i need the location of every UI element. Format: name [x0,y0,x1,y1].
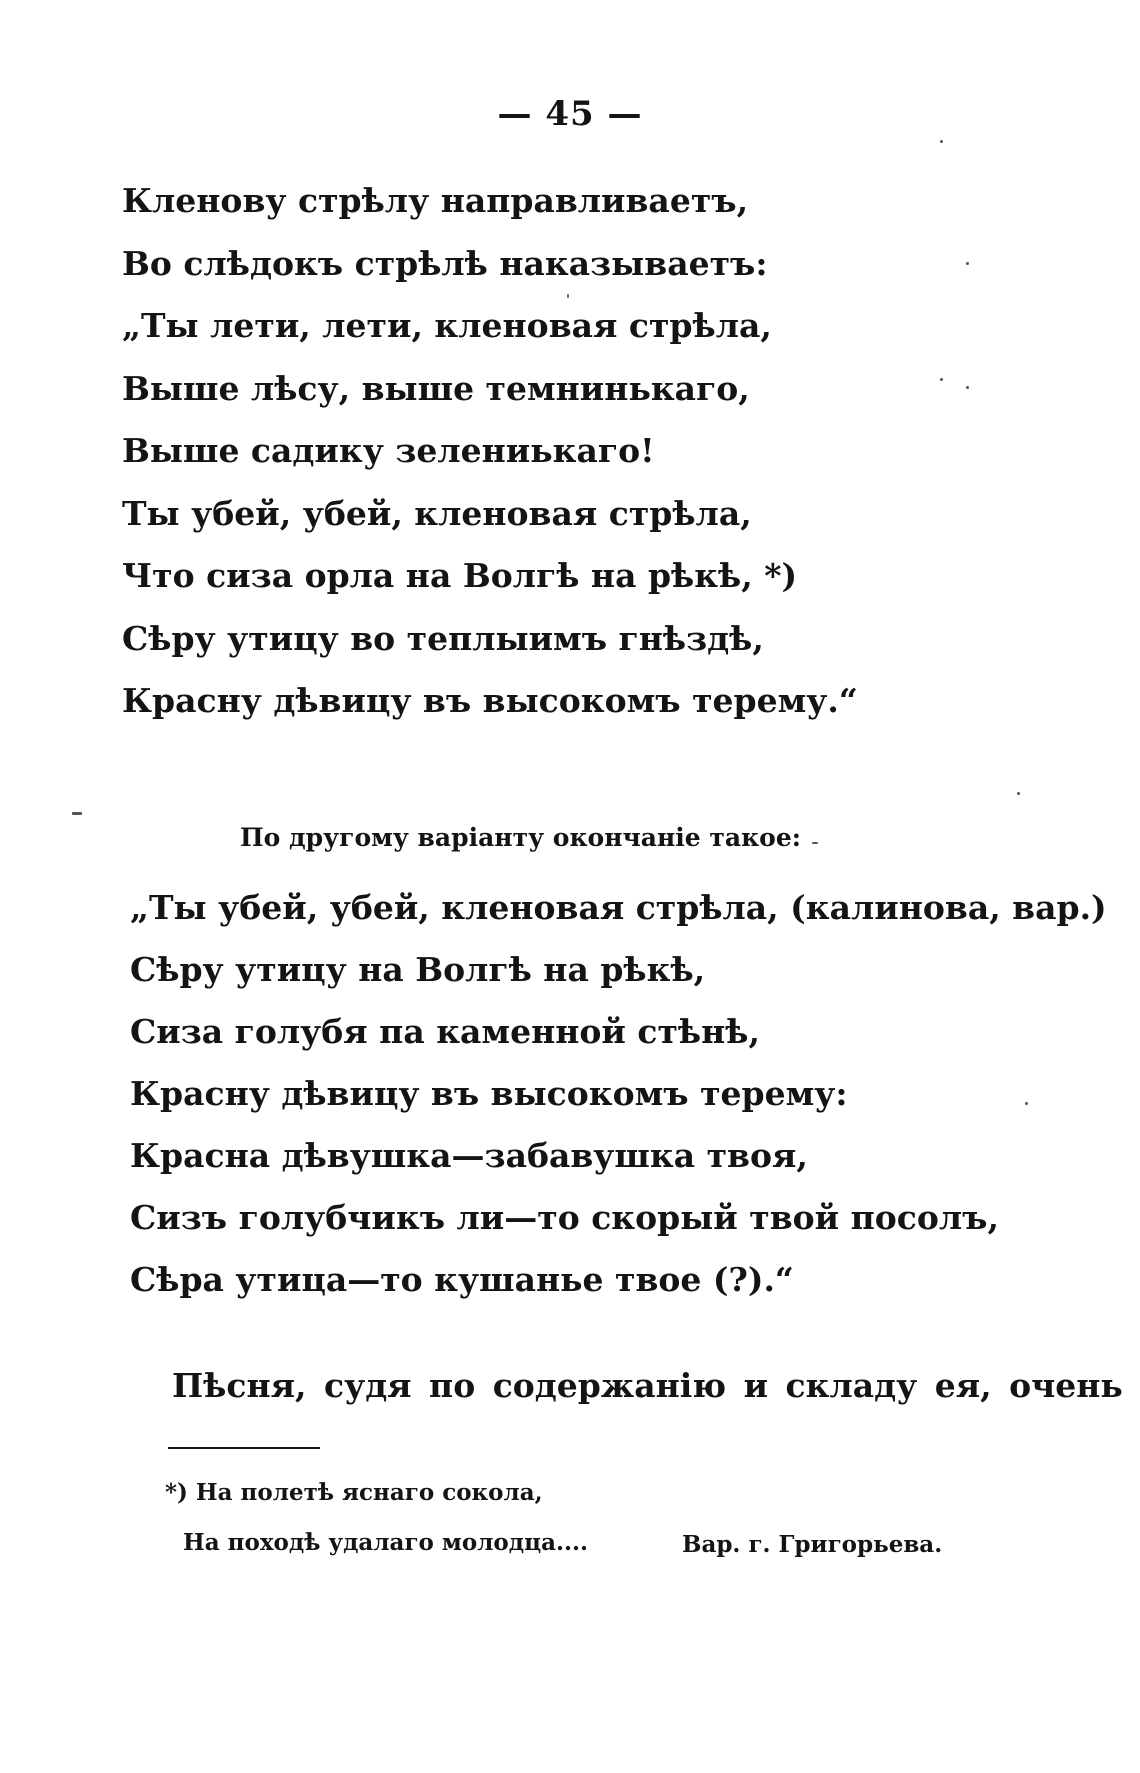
verse-line: Сѣру утицу во теплыимъ гнѣздѣ, [122,618,764,658]
footnote-divider [168,1447,320,1449]
footnote-line: *) На полетѣ яснаго сокола, [165,1479,543,1506]
scan-speck [567,294,569,298]
scan-speck [966,386,969,389]
scan-speck [72,812,82,815]
footnote-attribution: Вар. г. Григорьева. [682,1531,943,1558]
verse-line: Выше садику зелениькаго! [122,431,655,470]
footnote-line: На походѣ удалаго молодца.... [183,1529,589,1556]
verse-line: Кленову стрѣлу направливаетъ, [122,181,749,220]
scan-speck [812,842,818,844]
verse-line: Во слѣдокъ стрѣлѣ наказываетъ: [122,243,768,283]
verse-line: Красна дѣвушка—забавушка твоя, [130,1136,808,1175]
scan-speck [940,378,943,381]
verse-line: „Ты лети, лети, кленовая стрѣла, [122,306,772,345]
verse-line: „Ты убей, убей, кленовая стрѣла, (калинова, вар.) [130,888,1107,927]
verse-line: Сизъ голубчикъ ли—то скорый твой посолъ, [130,1198,999,1237]
scan-speck [966,262,969,265]
verse-line: Красну дѣвицу въ высокомъ терему: [130,1074,848,1113]
verse-line: Сѣра утица—то кушанье твое (?).“ [130,1260,794,1299]
scan-speck [1017,792,1020,795]
verse-line: Выше лѣсу, выше темнинькаго, [122,368,750,408]
verse-line: Красну дѣвицу въ высокомъ терему.“ [122,681,858,720]
verse-stanza-1 [122,170,858,733]
verse-line: Сѣру утицу на Волгѣ на рѣкѣ, [130,950,706,989]
page-number: — 45 — [497,94,643,134]
verse-stanza-2 [130,877,1107,1311]
variant-intro: По другому варіанту окончаніе такое: [240,823,801,852]
verse-line: Ты убей, убей, кленовая стрѣла, [122,493,752,533]
prose-paragraph: Пѣсня, судя по содержанію и складу ея, очень [172,1366,1123,1405]
scan-speck [1025,1102,1028,1105]
footnote [165,1468,588,1568]
verse-line: Сиза голубя па каменной стѣнѣ, [130,1012,760,1051]
scan-speck [940,140,943,143]
verse-line: Что сиза орла на Волгѣ на рѣкѣ, *) [122,556,798,595]
